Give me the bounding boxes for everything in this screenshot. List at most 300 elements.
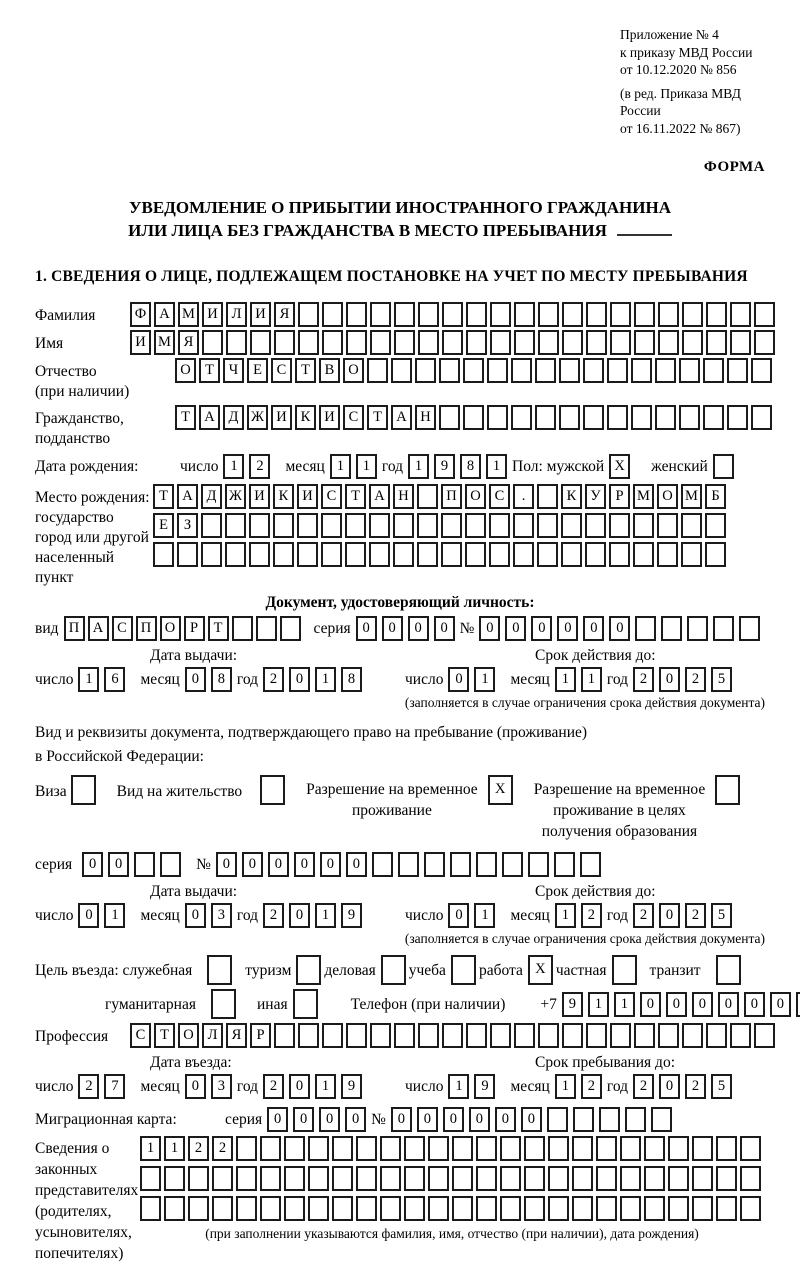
representative-cell[interactable]: 1 [164,1136,185,1161]
birthplace-cell[interactable] [321,513,342,538]
citizenship-cell[interactable]: К [295,405,316,430]
representative-cell[interactable] [188,1196,209,1221]
birthplace-cell[interactable]: К [273,484,294,509]
birthplace-cell[interactable] [609,542,630,567]
doc-type-cell[interactable] [232,616,253,641]
migcard-number-cell[interactable] [547,1107,568,1132]
residence-valid-month-cell[interactable]: 1 [555,903,576,928]
rvp-edu-checkbox-cell[interactable] [715,775,740,805]
profession-cell[interactable] [610,1023,631,1048]
visa-checkbox-cell[interactable] [71,775,96,805]
patronymic-cell[interactable] [751,358,772,383]
doc-valid-year-cell[interactable]: 2 [685,667,706,692]
profession-cell[interactable] [538,1023,559,1048]
representative-cell[interactable] [740,1136,761,1161]
doc-number-cell[interactable]: 0 [609,616,630,641]
citizenship-cell[interactable]: А [391,405,412,430]
representative-cell[interactable]: 1 [140,1136,161,1161]
representative-cell[interactable] [356,1166,377,1191]
birthplace-cell[interactable]: Е [153,513,174,538]
doc-number-cell[interactable] [661,616,682,641]
representative-cell[interactable] [332,1136,353,1161]
birthplace-cell[interactable] [609,513,630,538]
birthplace-cell[interactable] [633,542,654,567]
representative-cell[interactable] [308,1166,329,1191]
doc-number-cell[interactable] [687,616,708,641]
birthplace-cell[interactable] [585,513,606,538]
representative-cell[interactable] [524,1196,545,1221]
citizenship-cell[interactable] [487,405,508,430]
birthplace-cell[interactable] [249,542,270,567]
name-cell[interactable] [394,330,415,355]
doc-issue-year-cell[interactable]: 0 [289,667,310,692]
birthplace-cell[interactable]: У [585,484,606,509]
profession-cell[interactable]: Л [202,1023,223,1048]
patronymic-cell[interactable] [655,358,676,383]
residence-issue-year-cell[interactable]: 9 [341,903,362,928]
citizenship-cell[interactable]: Т [367,405,388,430]
citizenship-cell[interactable] [679,405,700,430]
birth-day-cell[interactable]: 1 [223,454,244,479]
surname-cell[interactable]: Л [226,302,247,327]
rvp-checkbox-cell[interactable]: X [488,775,513,805]
purpose-other-checkbox-cell[interactable] [293,989,318,1019]
profession-cell[interactable] [754,1023,775,1048]
stay-year-cell[interactable]: 2 [633,1074,654,1099]
profession-cell[interactable]: С [130,1023,151,1048]
name-cell[interactable] [274,330,295,355]
representative-cell[interactable] [404,1166,425,1191]
representative-cell[interactable] [620,1136,641,1161]
doc-valid-year-cell[interactable]: 2 [633,667,654,692]
birthplace-cell[interactable]: . [513,484,534,509]
residence-valid-day-cell[interactable]: 0 [448,903,469,928]
sex-female-checkbox-cell[interactable] [713,454,734,479]
citizenship-cell[interactable] [439,405,460,430]
birth-year-cell[interactable]: 1 [486,454,507,479]
doc-issue-year-cell[interactable]: 8 [341,667,362,692]
surname-cell[interactable]: Ф [130,302,151,327]
surname-cell[interactable] [562,302,583,327]
name-cell[interactable] [610,330,631,355]
birthplace-cell[interactable]: Ж [225,484,246,509]
representative-cell[interactable] [500,1136,521,1161]
representative-cell[interactable]: 2 [188,1136,209,1161]
patronymic-cell[interactable] [607,358,628,383]
representative-cell[interactable] [548,1136,569,1161]
phone-cell[interactable]: 1 [588,992,609,1017]
stay-year-cell[interactable]: 0 [659,1074,680,1099]
doc-issue-day-cell[interactable]: 6 [104,667,125,692]
representative-cell[interactable] [140,1166,161,1191]
citizenship-cell[interactable] [727,405,748,430]
residence-number-cell[interactable]: 0 [320,852,341,877]
representative-cell[interactable] [668,1166,689,1191]
doc-type-cell[interactable]: А [88,616,109,641]
representative-cell[interactable] [476,1166,497,1191]
doc-valid-day-cell[interactable]: 0 [448,667,469,692]
birthplace-cell[interactable] [249,513,270,538]
surname-cell[interactable] [466,302,487,327]
profession-cell[interactable] [418,1023,439,1048]
representative-cell[interactable] [572,1136,593,1161]
birthplace-cell[interactable]: И [297,484,318,509]
residence-number-cell[interactable] [372,852,393,877]
representative-cell[interactable] [236,1166,257,1191]
profession-cell[interactable]: О [178,1023,199,1048]
profession-cell[interactable] [274,1023,295,1048]
citizenship-cell[interactable] [583,405,604,430]
citizenship-cell[interactable] [751,405,772,430]
representative-cell[interactable] [428,1166,449,1191]
doc-valid-year-cell[interactable]: 5 [711,667,732,692]
representative-cell[interactable] [548,1196,569,1221]
representative-cell[interactable] [572,1196,593,1221]
birthplace-cell[interactable] [417,513,438,538]
doc-valid-day-cell[interactable]: 1 [474,667,495,692]
residence-series-cell[interactable]: 0 [108,852,129,877]
birthplace-cell[interactable] [633,513,654,538]
representative-cell[interactable] [596,1136,617,1161]
representative-cell[interactable] [716,1136,737,1161]
name-cell[interactable] [730,330,751,355]
representative-cell[interactable] [500,1196,521,1221]
birthplace-cell[interactable] [705,513,726,538]
patronymic-cell[interactable]: Е [247,358,268,383]
representative-cell[interactable] [620,1166,641,1191]
birthplace-cell[interactable] [681,513,702,538]
birthplace-cell[interactable]: Р [609,484,630,509]
birthplace-cell[interactable]: О [657,484,678,509]
patronymic-cell[interactable] [367,358,388,383]
residence-valid-month-cell[interactable]: 2 [581,903,602,928]
representative-cell[interactable] [476,1136,497,1161]
residence-number-cell[interactable] [502,852,523,877]
surname-cell[interactable]: И [202,302,223,327]
patronymic-cell[interactable] [511,358,532,383]
birthplace-cell[interactable] [393,542,414,567]
residence-number-cell[interactable]: 0 [216,852,237,877]
birthplace-cell[interactable]: Т [153,484,174,509]
entry-day-cell[interactable]: 7 [104,1074,125,1099]
purpose-private-checkbox-cell[interactable] [612,955,637,985]
residence-series-cell[interactable] [134,852,155,877]
representative-cell[interactable] [572,1166,593,1191]
name-cell[interactable] [538,330,559,355]
residence-number-cell[interactable]: 0 [242,852,263,877]
phone-cell[interactable]: 0 [744,992,765,1017]
profession-cell[interactable] [730,1023,751,1048]
citizenship-cell[interactable]: И [271,405,292,430]
patronymic-cell[interactable] [583,358,604,383]
birthplace-cell[interactable] [561,513,582,538]
surname-cell[interactable] [346,302,367,327]
citizenship-cell[interactable] [703,405,724,430]
surname-cell[interactable] [682,302,703,327]
name-cell[interactable]: И [130,330,151,355]
phone-cell[interactable]: 0 [770,992,791,1017]
representative-cell[interactable] [404,1136,425,1161]
entry-day-cell[interactable]: 2 [78,1074,99,1099]
surname-cell[interactable]: А [154,302,175,327]
representative-cell[interactable] [308,1196,329,1221]
doc-issue-year-cell[interactable]: 1 [315,667,336,692]
birthplace-cell[interactable] [393,513,414,538]
phone-cell[interactable]: 0 [692,992,713,1017]
representative-cell[interactable] [596,1196,617,1221]
birthplace-cell[interactable] [417,484,438,509]
representative-cell[interactable] [356,1196,377,1221]
birthplace-cell[interactable]: П [441,484,462,509]
name-cell[interactable] [490,330,511,355]
migcard-number-cell[interactable] [573,1107,594,1132]
residence-number-cell[interactable]: 0 [294,852,315,877]
citizenship-cell[interactable]: А [199,405,220,430]
patronymic-cell[interactable] [487,358,508,383]
birth-year-cell[interactable]: 1 [408,454,429,479]
name-cell[interactable] [346,330,367,355]
doc-type-cell[interactable]: С [112,616,133,641]
name-cell[interactable] [370,330,391,355]
patronymic-cell[interactable] [559,358,580,383]
doc-type-cell[interactable] [256,616,277,641]
patronymic-cell[interactable] [391,358,412,383]
representative-cell[interactable] [332,1196,353,1221]
surname-cell[interactable] [634,302,655,327]
entry-year-cell[interactable]: 1 [315,1074,336,1099]
migcard-number-cell[interactable]: 0 [469,1107,490,1132]
doc-issue-day-cell[interactable]: 1 [78,667,99,692]
patronymic-cell[interactable] [535,358,556,383]
profession-cell[interactable] [298,1023,319,1048]
surname-cell[interactable] [298,302,319,327]
purpose-official-checkbox-cell[interactable] [207,955,232,985]
stay-year-cell[interactable]: 2 [685,1074,706,1099]
name-cell[interactable] [418,330,439,355]
representative-cell[interactable] [740,1196,761,1221]
birthplace-cell[interactable] [537,513,558,538]
birthplace-cell[interactable] [225,542,246,567]
residence-issue-day-cell[interactable]: 0 [78,903,99,928]
profession-cell[interactable] [394,1023,415,1048]
citizenship-cell[interactable] [463,405,484,430]
name-cell[interactable] [562,330,583,355]
migcard-number-cell[interactable]: 0 [391,1107,412,1132]
doc-number-cell[interactable] [739,616,760,641]
representative-cell[interactable] [284,1196,305,1221]
residence-issue-year-cell[interactable]: 1 [315,903,336,928]
profession-cell[interactable] [706,1023,727,1048]
representative-cell[interactable] [404,1196,425,1221]
doc-number-cell[interactable]: 0 [505,616,526,641]
migcard-number-cell[interactable]: 0 [417,1107,438,1132]
birthplace-cell[interactable] [177,542,198,567]
migcard-series-cell[interactable]: 0 [345,1107,366,1132]
representative-cell[interactable] [692,1166,713,1191]
birthplace-cell[interactable] [537,542,558,567]
patronymic-cell[interactable] [415,358,436,383]
representative-cell[interactable] [524,1166,545,1191]
name-cell[interactable] [634,330,655,355]
name-cell[interactable] [754,330,775,355]
phone-cell[interactable] [796,992,800,1017]
surname-cell[interactable] [610,302,631,327]
purpose-humanitarian-checkbox-cell[interactable] [211,989,236,1019]
doc-series-cell[interactable]: 0 [434,616,455,641]
profession-cell[interactable] [658,1023,679,1048]
birthplace-cell[interactable]: А [369,484,390,509]
citizenship-cell[interactable] [655,405,676,430]
residence-number-cell[interactable] [450,852,471,877]
profession-cell[interactable] [466,1023,487,1048]
profession-cell[interactable] [490,1023,511,1048]
birthplace-cell[interactable]: С [321,484,342,509]
residence-number-cell[interactable] [580,852,601,877]
birth-year-cell[interactable]: 8 [460,454,481,479]
surname-cell[interactable] [490,302,511,327]
profession-cell[interactable] [634,1023,655,1048]
representative-cell[interactable] [692,1196,713,1221]
representative-cell[interactable] [500,1166,521,1191]
representative-cell[interactable] [164,1196,185,1221]
residence-issue-day-cell[interactable]: 1 [104,903,125,928]
birthplace-cell[interactable]: Н [393,484,414,509]
representative-cell[interactable] [644,1136,665,1161]
migcard-number-cell[interactable]: 0 [521,1107,542,1132]
birthplace-cell[interactable] [705,542,726,567]
patronymic-cell[interactable] [631,358,652,383]
birthplace-cell[interactable] [273,513,294,538]
birthplace-cell[interactable]: И [249,484,270,509]
profession-cell[interactable] [586,1023,607,1048]
representative-cell[interactable] [212,1166,233,1191]
surname-cell[interactable] [586,302,607,327]
representative-cell[interactable] [668,1196,689,1221]
doc-number-cell[interactable]: 0 [531,616,552,641]
birthplace-cell[interactable] [489,542,510,567]
name-cell[interactable] [706,330,727,355]
representative-cell[interactable] [332,1166,353,1191]
doc-type-cell[interactable]: О [160,616,181,641]
doc-number-cell[interactable]: 0 [479,616,500,641]
profession-cell[interactable] [442,1023,463,1048]
phone-cell[interactable]: 1 [614,992,635,1017]
representative-cell[interactable] [548,1166,569,1191]
residence-number-cell[interactable] [424,852,445,877]
phone-cell[interactable]: 0 [640,992,661,1017]
citizenship-cell[interactable]: С [343,405,364,430]
surname-cell[interactable] [514,302,535,327]
name-cell[interactable] [322,330,343,355]
surname-cell[interactable] [394,302,415,327]
purpose-business-checkbox-cell[interactable] [381,955,406,985]
migcard-number-cell[interactable] [625,1107,646,1132]
representative-cell[interactable]: 2 [212,1136,233,1161]
representative-cell[interactable] [284,1136,305,1161]
name-cell[interactable] [298,330,319,355]
profession-cell[interactable]: Т [154,1023,175,1048]
surname-cell[interactable] [706,302,727,327]
migcard-series-cell[interactable]: 0 [267,1107,288,1132]
doc-valid-month-cell[interactable]: 1 [581,667,602,692]
birthplace-cell[interactable]: Т [345,484,366,509]
patronymic-cell[interactable]: Т [295,358,316,383]
birthplace-cell[interactable] [585,542,606,567]
stay-month-cell[interactable]: 1 [555,1074,576,1099]
citizenship-cell[interactable] [559,405,580,430]
doc-valid-year-cell[interactable]: 0 [659,667,680,692]
birthplace-cell[interactable] [465,513,486,538]
birthplace-cell[interactable]: С [489,484,510,509]
citizenship-cell[interactable]: Т [175,405,196,430]
birthplace-cell[interactable] [369,513,390,538]
residence-issue-year-cell[interactable]: 2 [263,903,284,928]
patronymic-cell[interactable] [439,358,460,383]
representative-cell[interactable] [164,1166,185,1191]
birth-year-cell[interactable]: 9 [434,454,455,479]
birthplace-cell[interactable] [441,513,462,538]
representative-cell[interactable] [284,1166,305,1191]
name-cell[interactable] [442,330,463,355]
name-cell[interactable] [202,330,223,355]
citizenship-cell[interactable]: Н [415,405,436,430]
surname-cell[interactable] [418,302,439,327]
profession-cell[interactable]: Р [250,1023,271,1048]
residence-issue-month-cell[interactable]: 0 [185,903,206,928]
residence-valid-year-cell[interactable]: 5 [711,903,732,928]
representative-cell[interactable] [644,1166,665,1191]
entry-month-cell[interactable]: 3 [211,1074,232,1099]
purpose-work-checkbox-cell[interactable]: X [528,955,553,985]
doc-number-cell[interactable]: 0 [557,616,578,641]
phone-cell[interactable]: 0 [666,992,687,1017]
representative-cell[interactable] [212,1196,233,1221]
birthplace-cell[interactable]: З [177,513,198,538]
birthplace-cell[interactable] [561,542,582,567]
doc-series-cell[interactable]: 0 [356,616,377,641]
stay-day-cell[interactable]: 1 [448,1074,469,1099]
surname-cell[interactable]: М [178,302,199,327]
representative-cell[interactable] [380,1166,401,1191]
residence-permit-checkbox-cell[interactable] [260,775,285,805]
representative-cell[interactable] [524,1136,545,1161]
stay-month-cell[interactable]: 2 [581,1074,602,1099]
birthplace-cell[interactable] [537,484,558,509]
surname-cell[interactable] [754,302,775,327]
entry-year-cell[interactable]: 9 [341,1074,362,1099]
phone-cell[interactable]: 9 [562,992,583,1017]
birthplace-cell[interactable] [417,542,438,567]
residence-valid-year-cell[interactable]: 0 [659,903,680,928]
representative-cell[interactable] [380,1196,401,1221]
surname-cell[interactable] [322,302,343,327]
representative-cell[interactable] [452,1166,473,1191]
citizenship-cell[interactable]: Ж [247,405,268,430]
residence-number-cell[interactable] [554,852,575,877]
representative-cell[interactable] [188,1166,209,1191]
birthplace-cell[interactable] [201,542,222,567]
surname-cell[interactable] [538,302,559,327]
stay-day-cell[interactable]: 9 [474,1074,495,1099]
citizenship-cell[interactable] [607,405,628,430]
surname-cell[interactable] [370,302,391,327]
patronymic-cell[interactable] [679,358,700,383]
representative-cell[interactable] [716,1196,737,1221]
doc-number-cell[interactable] [635,616,656,641]
birthplace-cell[interactable] [657,542,678,567]
representative-cell[interactable] [740,1166,761,1191]
birthplace-cell[interactable]: М [633,484,654,509]
